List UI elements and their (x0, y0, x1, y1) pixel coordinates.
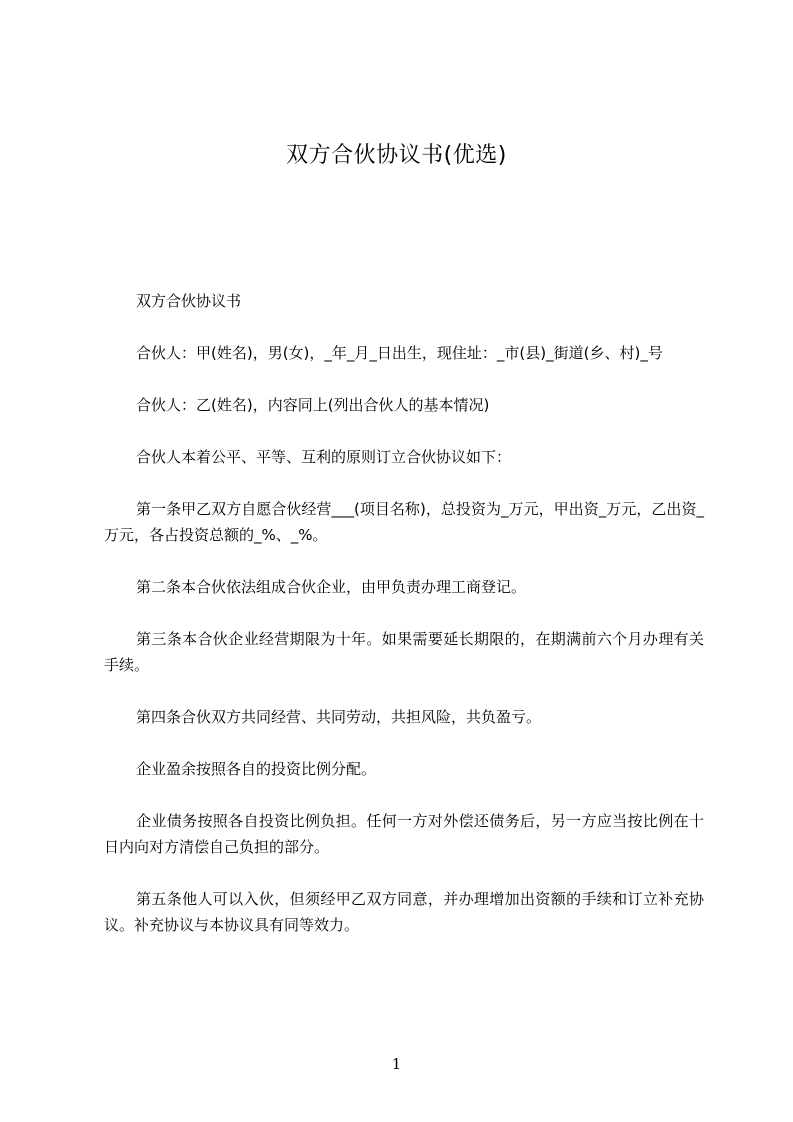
paragraph-partner-a: 合伙人：甲(姓名)，男(女)，_年_月_日出生，现住址：_市(县)_街道(乡、村)_号 (136, 344, 663, 362)
paragraph-article-3: 第三条本合伙企业经营期限为十年。如果需要延长期限的，在期满前六个月办理有关手续。 (104, 630, 704, 674)
paragraph-partner-b: 合伙人：乙(姓名)，内容同上(列出合伙人的基本情况) (136, 396, 490, 414)
paragraph-heading: 双方合伙协议书 (136, 292, 242, 310)
document-body (104, 288, 704, 964)
document-title: 双方合伙协议书(优选) (286, 143, 507, 168)
paragraph-profit: 企业盈余按照各自的投资比例分配。 (136, 760, 377, 778)
page-number: 1 (391, 1055, 402, 1073)
paragraph-article-1: 第一条甲乙双方自愿合伙经营___(项目名称)，总投资为_万元，甲出资_万元，乙出资_万元，各占投资总额的_%、_%。 (104, 500, 704, 544)
paragraph-preamble: 合伙人本着公平、平等、互利的原则订立合伙协议如下： (136, 448, 512, 466)
paragraph-article-4: 第四条合伙双方共同经营、共同劳动，共担风险，共负盈亏。 (136, 708, 542, 726)
paragraph-article-2: 第二条本合伙依法组成合伙企业，由甲负责办理工商登记。 (136, 578, 527, 596)
paragraph-article-5: 第五条他人可以入伙，但须经甲乙双方同意，并办理增加出资额的手续和订立补充协议。补充协议与本协议具有同等效力。 (104, 890, 704, 934)
paragraph-debt: 企业债务按照各自投资比例负担。任何一方对外偿还债务后，另一方应当按比例在十日内向对方清偿自己负担的部分。 (104, 812, 704, 856)
